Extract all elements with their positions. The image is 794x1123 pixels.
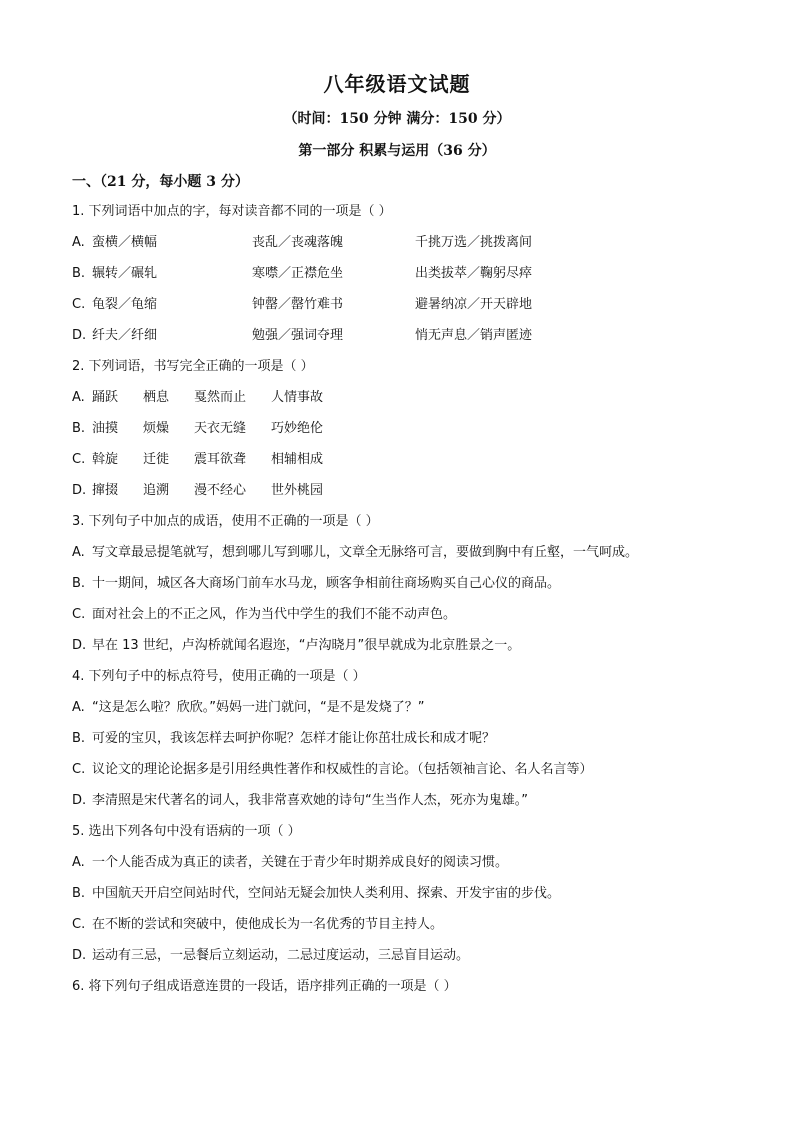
option-label: A. — [72, 235, 85, 250]
option-label: C. — [72, 762, 86, 777]
option-label: D. — [72, 948, 87, 963]
option-text: 可爱的宝贝，我该怎样去呵护你呢？怎样才能让你茁壮成长和成才呢？ — [92, 731, 496, 746]
option-item: 钟罄／罄竹难书 — [252, 297, 344, 312]
option-item: 避暑纳凉／开天辟地 — [415, 297, 533, 312]
option-label: A. — [72, 855, 85, 870]
option-item: 烦燥 — [143, 421, 170, 436]
option-item: 油摸 — [92, 421, 119, 436]
question-2-stem: 2. 下列词语，书写完全正确的一项是（ ） — [72, 359, 314, 374]
question-2-option-c — [72, 450, 752, 481]
question-5-option-c — [72, 915, 752, 946]
option-item: 寒噤／正襟危坐 — [252, 266, 344, 281]
option-item: 栖息 — [143, 390, 170, 405]
section-heading: 一、（21 分，每小题 3 分） — [72, 174, 249, 190]
option-text: 中国航天开启空间站时代，空间站无疑会加快人类利用、探索、开发宇宙的步伐。 — [92, 886, 561, 901]
question-2-option-a — [72, 388, 752, 419]
option-label: A. — [72, 390, 85, 405]
option-label: A. — [72, 700, 85, 715]
option-label: B. — [72, 421, 86, 436]
question-5-stem: 5. 选出下列各句中没有语病的一项（ ） — [72, 824, 301, 839]
option-item: 踊跃 — [92, 390, 119, 405]
option-label: B. — [72, 886, 86, 901]
option-text: 运动有三忌，一忌餐后立刻运动，二忌过度运动，三忌盲目运动。 — [92, 948, 470, 963]
question-1-option-d — [72, 326, 752, 357]
question-5-option-d — [72, 946, 752, 977]
question-6-stem: 6. 将下列句子组成语意连贯的一段话，语序排列正确的一项是（ ） — [72, 979, 457, 994]
option-item: 天衣无缝 — [194, 421, 247, 436]
option-label: D. — [72, 328, 87, 343]
part-heading: 第一部分 积累与运用（36 分） — [298, 143, 496, 159]
option-text: 早在 13 世纪，卢沟桥就闻名遐迩，“卢沟晓月”很早就成为北京胜景之一。 — [92, 638, 521, 653]
option-item: 巧妙绝伦 — [271, 421, 324, 436]
option-item: 相辅相成 — [271, 452, 324, 467]
question-3-option-b — [72, 574, 752, 605]
exam-info: （时间：150 分钟 满分：150 分） — [283, 111, 511, 127]
option-item: 世外桃园 — [271, 483, 324, 498]
question-3-option-c — [72, 605, 752, 636]
question-1-option-a — [72, 233, 752, 264]
option-text: 十一期间，城区各大商场门前车水马龙，顾客争相前往商场购买自己心仪的商品。 — [92, 576, 561, 591]
option-label: C. — [72, 452, 86, 467]
option-text: 议论文的理论论据多是引用经典性著作和权威性的言论。（包括领袖言论、名人名言等） — [92, 762, 593, 777]
option-item: 悄无声息／销声匿迹 — [415, 328, 533, 343]
question-5-option-a — [72, 853, 752, 884]
question-3-option-d — [72, 636, 752, 667]
question-5-option-b — [72, 884, 752, 915]
option-label: D. — [72, 638, 87, 653]
option-item: 千挑万选／挑拨离间 — [415, 235, 533, 250]
option-label: B. — [72, 731, 86, 746]
option-item: 出类拔萃／鞠躬尽瘁 — [415, 266, 533, 281]
option-item: 漫不经心 — [194, 483, 247, 498]
option-label: D. — [72, 483, 87, 498]
question-3-option-a — [72, 543, 752, 574]
option-text: 在不断的尝试和突破中，使他成长为一名优秀的节目主持人。 — [92, 917, 444, 932]
option-label: B. — [72, 576, 86, 591]
option-item: 纤夫／纤细 — [92, 328, 158, 343]
questions — [72, 202, 752, 1008]
option-item: 辗转／碾轧 — [92, 266, 158, 281]
question-4-option-c — [72, 760, 752, 791]
option-label: C. — [72, 917, 86, 932]
question-4-option-d — [72, 791, 752, 822]
option-item: 蛮横／横幅 — [92, 235, 158, 250]
option-text: “这是怎么啦？欣欣。”妈妈一进门就问，“是不是发烧了？” — [92, 700, 425, 715]
question-1-option-c — [72, 295, 752, 326]
option-item: 龟裂／龟缩 — [92, 297, 158, 312]
option-label: B. — [72, 266, 86, 281]
question-2-option-b — [72, 419, 752, 450]
option-text: 一个人能否成为真正的读者，关键在于青少年时期养成良好的阅读习惯。 — [92, 855, 509, 870]
question-1-stem: 1. 下列词语中加点的字，每对读音都不同的一项是（ ） — [72, 204, 392, 219]
option-item: 戛然而止 — [194, 390, 247, 405]
option-item: 追溯 — [143, 483, 170, 498]
question-2-option-d — [72, 481, 752, 512]
option-label: D. — [72, 793, 87, 808]
question-4-option-a — [72, 698, 752, 729]
option-item: 人情事故 — [271, 390, 324, 405]
option-text: 李清照是宋代著名的词人，我非常喜欢她的诗句“生当作人杰，死亦为鬼雄。” — [92, 793, 528, 808]
option-text: 写文章最忌提笔就写，想到哪儿写到哪儿，文章全无脉络可言，要做到胸中有丘壑，一气呵成。 — [92, 545, 639, 560]
option-label: C. — [72, 607, 86, 622]
question-4-option-b — [72, 729, 752, 760]
option-label: A. — [72, 545, 85, 560]
option-item: 撺掇 — [92, 483, 119, 498]
page-title: 八年级语文试题 — [323, 72, 471, 96]
option-item: 震耳欲聋 — [194, 452, 247, 467]
option-label: C. — [72, 297, 86, 312]
question-3-stem: 3. 下列句子中加点的成语，使用不正确的一项是（ ） — [72, 514, 379, 529]
option-text: 面对社会上的不正之风，作为当代中学生的我们不能不动声色。 — [92, 607, 457, 622]
option-item: 迁徙 — [143, 452, 170, 467]
option-item: 丧乱／丧魂落魄 — [252, 235, 344, 250]
option-item: 斡旋 — [92, 452, 119, 467]
question-1-option-b — [72, 264, 752, 295]
option-item: 勉强／强词夺理 — [252, 328, 344, 343]
question-4-stem: 4. 下列句子中的标点符号，使用正确的一项是（ ） — [72, 669, 366, 684]
